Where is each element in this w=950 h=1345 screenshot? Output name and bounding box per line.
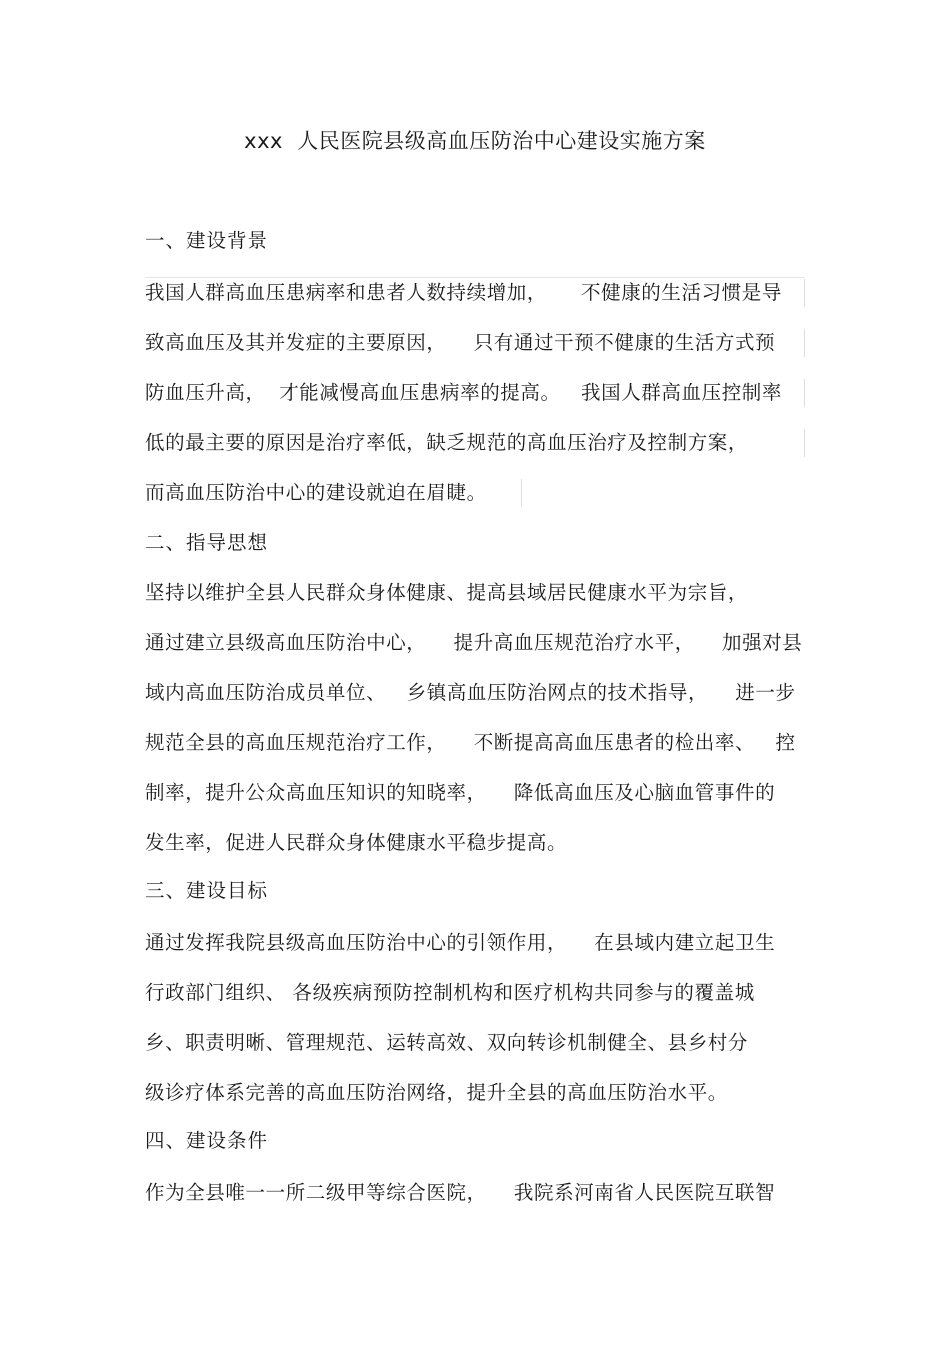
paragraph-line: 作为全县唯一一所二级甲等综合医院， 我院系河南省人民医院互联智 bbox=[145, 1181, 776, 1204]
paragraph-line: 级诊疗体系完善的高血压防治网络，提升全县的高血压防治水平。 bbox=[145, 1081, 728, 1104]
section-heading-background: 一、建设背景 bbox=[145, 229, 269, 252]
scan-rule bbox=[804, 379, 805, 407]
paragraph-line: 行政部门组织、 各级疾病预防控制机构和医疗机构共同参与的覆盖城 bbox=[145, 981, 755, 1004]
paragraph-line: 通过建立县级高血压防治中心， 提升高血压规范治疗水平， 加强对县 bbox=[145, 631, 803, 654]
section-heading-conditions: 四、建设条件 bbox=[145, 1129, 269, 1152]
paragraph-line: 制率，提升公众高血压知识的知晓率， 降低高血压及心脑血管事件的 bbox=[145, 781, 776, 804]
section-heading-guiding-ideology: 二、指导思想 bbox=[145, 531, 269, 554]
paragraph-line: 我国人群高血压患病率和患者人数持续增加， 不健康的生活习惯是导 bbox=[145, 281, 782, 304]
paragraph-line: 规范全县的高血压规范治疗工作， 不断提高高血压患者的检出率、 控 bbox=[145, 731, 796, 754]
paragraph-line: 坚持以维护全县人民群众身体健康、提高县域居民健康水平为宗旨， bbox=[145, 581, 749, 604]
paragraph-line: 通过发挥我院县级高血压防治中心的引领作用， 在县域内建立起卫生 bbox=[145, 931, 776, 954]
paragraph-line: 域内高血压防治成员单位、 乡镇高血压防治网点的技术指导， 进一步 bbox=[145, 681, 796, 704]
paragraph-line: 乡、职责明晰、管理规范、运转高效、双向转诊机制健全、县乡村分 bbox=[145, 1031, 749, 1054]
paragraph-line: 低的最主要的原因是治疗率低，缺乏规范的高血压治疗及控制方案， bbox=[145, 431, 749, 454]
scan-rule bbox=[804, 329, 805, 357]
section-heading-goals: 三、建设目标 bbox=[145, 879, 269, 902]
paragraph-line: 致高血压及其并发症的主要原因， 只有通过干预不健康的生活方式预 bbox=[145, 331, 776, 354]
scan-rule bbox=[521, 479, 522, 507]
document-title: xxx 人民医院县级高血压防治中心建设实施方案 bbox=[244, 129, 706, 153]
paragraph-line: 而高血压防治中心的建设就迫在眉睫。 bbox=[145, 481, 487, 504]
scan-rule bbox=[804, 279, 805, 307]
paragraph-line: 防血压升高， 才能减慢高血压患病率的提高。 我国人群高血压控制率 bbox=[145, 381, 782, 404]
scan-rule bbox=[804, 429, 805, 457]
scan-rule bbox=[145, 277, 805, 278]
paragraph-line: 发生率，促进人民群众身体健康水平稳步提高。 bbox=[145, 831, 568, 854]
